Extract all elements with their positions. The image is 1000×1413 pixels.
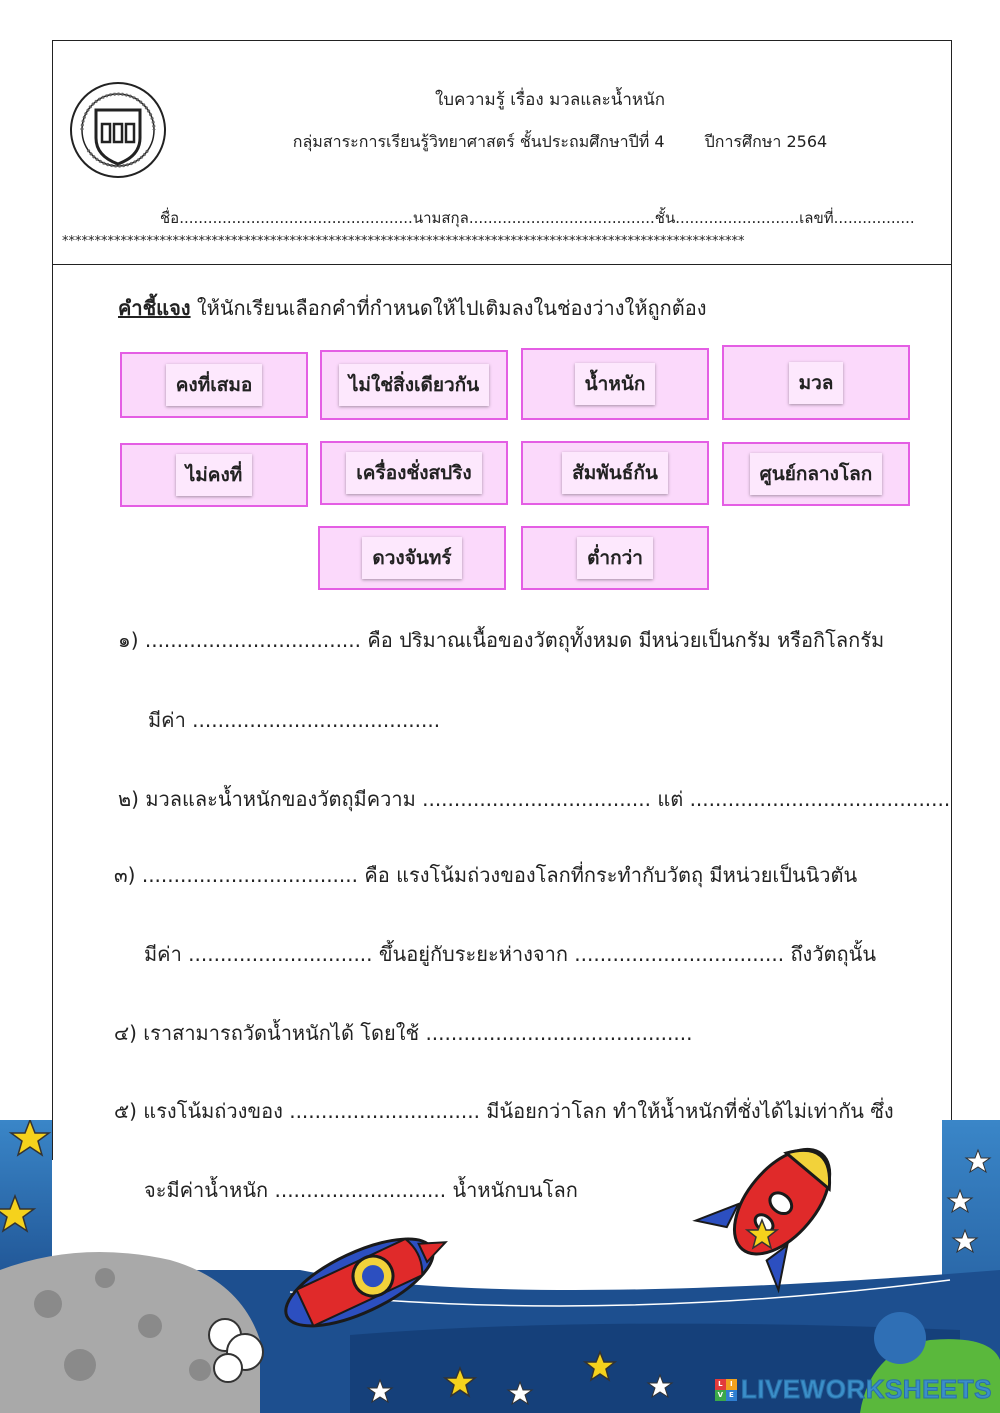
liveworksheets-text: LIVEWORKSHEETS [740,1374,992,1404]
word-box[interactable] [320,441,508,505]
question-1: ๑) .................................. คือ ปริมาณเนื้อของวัตถุทั้งหมด มีหน่วยเป็นกรัม หรือกิโลกรัม [118,628,885,652]
word-chip: ไม่ใช่สิ่งเดียวกัน [339,364,489,406]
word-box[interactable] [722,442,910,506]
word-box[interactable] [120,443,308,507]
question-5-continued: จะมีค่าน้ำหนัก ........................... น้ำหนักบนโลก [144,1178,578,1202]
word-box[interactable] [318,526,506,590]
word-chip: คงที่เสมอ [166,364,263,406]
worksheet-title: ใบความรู้ เรื่อง มวลและน้ำหนัก [434,90,666,110]
word-box[interactable] [320,350,508,420]
word-chip: มวล [789,362,844,404]
word-box[interactable] [722,345,910,420]
question-3: ๓) .................................. คือ แรงโน้มถ่วงของโลกที่กระทำกับวัตถุ มีหน่วยเป็นนิวตัน [114,863,858,887]
instruction [118,292,707,324]
word-box[interactable] [521,526,709,590]
liveworksheets-watermark [715,1374,992,1405]
word-chip: เครื่องชั่งสปริง [346,452,481,494]
question-5: ๕) แรงโน้มถ่วงของ .............................. มีน้อยกว่าโลก ทำให้น้ำหนักที่ชั่งได้ไม่เท่ากัน ซึ่ง [114,1099,894,1123]
instruction-text: ให้นักเรียนเลือกคำที่กำหนดให้ไปเติมลงในช่องว่างให้ถูกต้อง [190,296,707,320]
student-info-line: ชื่อ.................................................นามสกุล.......................................ชั้น..........................เลขที่................. [160,209,915,227]
word-box[interactable] [521,441,709,505]
question-1-continued: มีค่า ....................................... [148,708,441,732]
header-divider [52,264,952,265]
subject-line [200,130,920,155]
word-chip: ไม่คงที่ [176,454,253,496]
question-2: ๒) มวลและน้ำหนักของวัตถุมีความ .................................... แต่ ......................................... [118,787,951,811]
word-chip: ดวงจันทร์ [362,537,461,579]
word-chip: สัมพันธ์กัน [562,452,668,494]
subject-group: กลุ่มสาระการเรียนรู้วิทยาศาสตร์ ชั้นประถมศึกษาปีที่ 4 [292,132,665,151]
academic-year: ปีการศึกษา 2564 [704,132,828,151]
star-separator: ********************************************************************************************************* [62,234,745,249]
liveworksheets-badge: L I V E [715,1379,737,1401]
word-box[interactable] [521,348,709,420]
school-logo-emblem [68,80,168,180]
space-decoration [0,1120,1000,1413]
word-chip: น้ำหนัก [575,363,656,405]
question-3-continued: มีค่า ............................. ขึ้นอยู่กับระยะห่างจาก ................................. ถึงวัตถุนั้น [144,942,876,966]
word-chip: ศูนย์กลางโลก [750,453,883,495]
question-4: ๔) เราสามารถวัดน้ำหนักได้ โดยใช้ .......................................... [114,1021,693,1045]
word-chip: ต่ำกว่า [577,537,653,579]
instruction-label: คำชี้แจง [118,296,191,320]
word-box[interactable] [120,352,308,418]
